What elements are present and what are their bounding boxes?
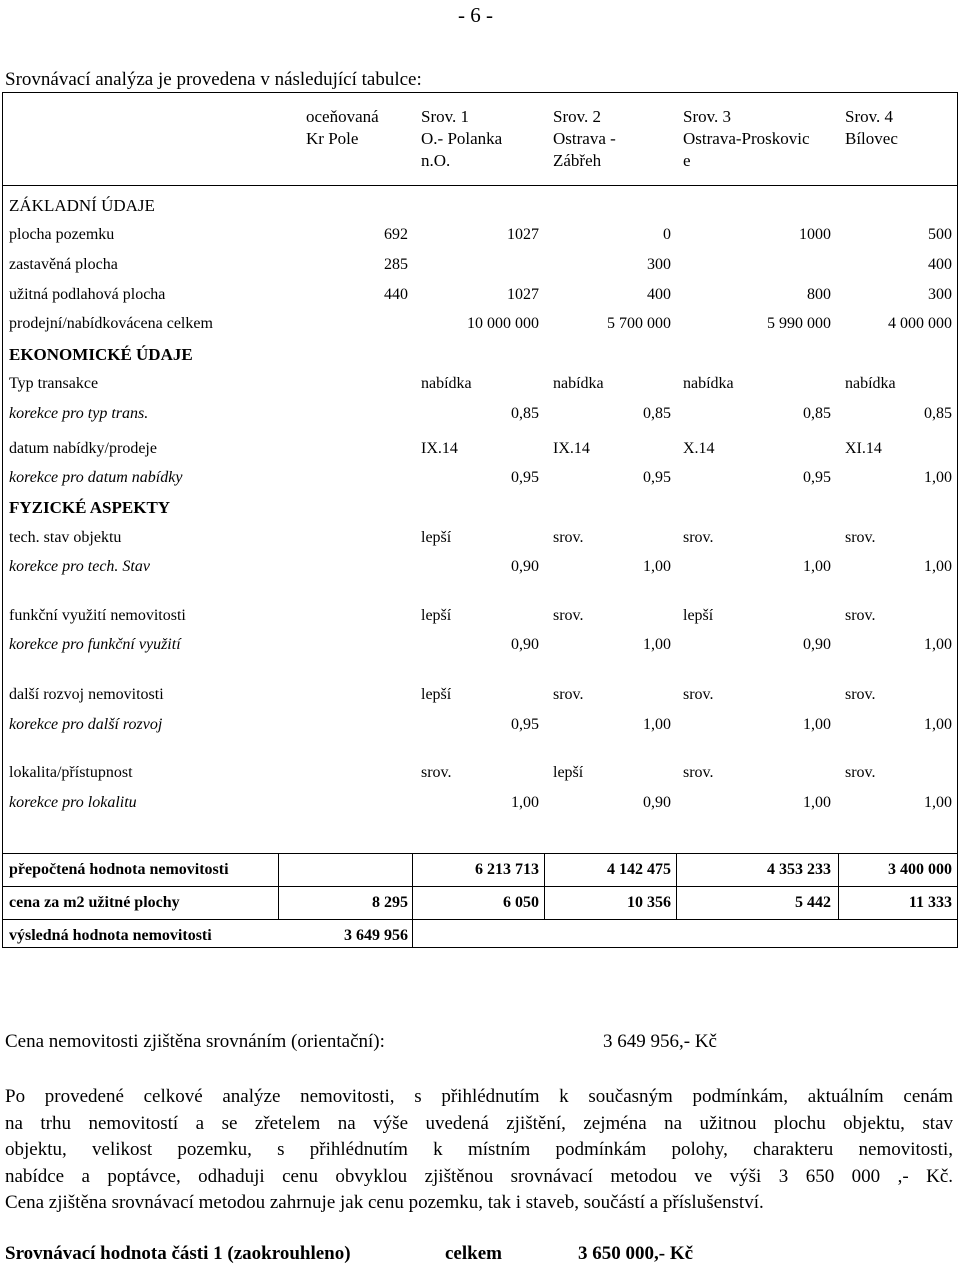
cell-value: 692 — [384, 226, 408, 243]
column-header-srov-1: Srov. 1 O.- Polanka n.O. — [421, 107, 503, 170]
cell-value: 4 000 000 — [888, 315, 952, 332]
row-label-offer-date: datum nabídky/prodeje — [9, 440, 157, 457]
summary-col-line — [676, 853, 677, 919]
column-header-srov-2: Srov. 2 Ostrava - Zábřeh — [553, 107, 616, 170]
cell-value: 1,00 — [924, 794, 952, 811]
section-basic-data: ZÁKLADNÍ ÚDAJE — [9, 196, 155, 215]
cell-value: 6 050 — [503, 894, 539, 911]
paragraph-line: objektu, velikost pozemku, s přihlédnutím k místním podmínkám polohy, charakteru nemovitosti, — [5, 1139, 953, 1160]
cell-value: 440 — [384, 286, 408, 303]
cell-value: srov. — [683, 686, 714, 703]
table-left-border — [2, 92, 3, 948]
cell-value: 1,00 — [643, 636, 671, 653]
cell-value: srov. — [683, 764, 714, 781]
paragraph-line: Po provedené celkové analýze nemovitosti, s přihlédnutím k současným podmínkám, aktuálním cenám — [5, 1086, 953, 1107]
row-label-usable-area: užitná podlahová plocha — [9, 286, 166, 303]
row-label-land-area: plocha pozemku — [9, 226, 115, 243]
cell-value: srov. — [845, 607, 876, 624]
cell-value: 6 213 713 — [475, 861, 539, 878]
cell-value: nabídka — [553, 375, 604, 392]
conclusion-paragraph — [5, 1084, 953, 1217]
row-label-built-area: zastavěná plocha — [9, 256, 118, 273]
cell-value: nabídka — [845, 375, 896, 392]
cell-value: 0,95 — [511, 716, 539, 733]
row-label-transaction-type: Typ transakce — [9, 375, 99, 392]
column-header-srov-3: Srov. 3 Ostrava-Proskovic e — [683, 107, 810, 170]
row-label-tech-state: tech. stav objektu — [9, 529, 122, 546]
cell-value: 1,00 — [803, 558, 831, 575]
cell-value: 800 — [807, 286, 831, 303]
summary-col-line — [544, 853, 545, 919]
summary-line — [2, 886, 958, 887]
cell-value: lepší — [421, 607, 452, 624]
final-value: 3 650 000,- Kč — [578, 1243, 694, 1264]
cell-value: 5 442 — [795, 894, 831, 911]
row-label-price-per-m2: cena za m2 užitné plochy — [9, 894, 180, 911]
cell-value: 1,00 — [803, 716, 831, 733]
row-label-location: lokalita/přístupnost — [9, 764, 133, 781]
cell-value: 0,90 — [511, 558, 539, 575]
cell-value: 1000 — [799, 226, 831, 243]
row-label-correction-location: korekce pro lokalitu — [9, 794, 137, 811]
cell-value: 0,95 — [803, 469, 831, 486]
cell-value: srov. — [845, 686, 876, 703]
column-header-srov-4: Srov. 4 Bílovec — [845, 107, 898, 148]
cell-value: 1,00 — [924, 469, 952, 486]
section-physical-aspects: FYZICKÉ ASPEKTY — [9, 498, 171, 517]
result-label: Cena nemovitosti zjištěna srovnáním (orientační): — [5, 1031, 385, 1052]
cell-value: 1,00 — [924, 716, 952, 733]
cell-value: 1,00 — [924, 558, 952, 575]
cell-value: 400 — [647, 286, 671, 303]
cell-value: srov. — [683, 529, 714, 546]
cell-value: 0,95 — [511, 469, 539, 486]
paragraph-line: na trhu nemovitostí a se zřetelem na výše uvedená zjištění, zejména na užitnou plochu objektu, stav — [5, 1112, 953, 1134]
row-label-resulting-value: výsledná hodnota nemovitosti — [9, 927, 212, 944]
summary-col-line — [278, 853, 279, 919]
cell-value: lepší — [421, 529, 452, 546]
paragraph-line: nabídce a poptávce, odhaduji cenu obvyklou zjištěnou srovnávací metodou ve výši 3 650 000 ,- Kč. — [5, 1165, 953, 1187]
cell-value: 3 400 000 — [888, 861, 952, 878]
page-number: - 6 - — [458, 3, 493, 27]
row-label-development: další rozvoj nemovitosti — [9, 686, 164, 703]
cell-value: nabídka — [683, 375, 734, 392]
cell-value: nabídka — [421, 375, 472, 392]
cell-value: 8 295 — [372, 894, 408, 911]
cell-value: 0,85 — [803, 405, 831, 422]
cell-value: srov. — [421, 764, 452, 781]
cell-value: srov. — [553, 529, 584, 546]
final-total-word: celkem — [445, 1243, 502, 1264]
row-label-functional-use: funkční využití nemovitosti — [9, 607, 186, 624]
cell-value: srov. — [553, 607, 584, 624]
summary-col-line — [412, 853, 413, 948]
cell-value: 0,85 — [924, 405, 952, 422]
cell-value: 10 000 000 — [467, 315, 539, 332]
cell-value: lepší — [553, 764, 584, 781]
cell-value: 0,85 — [643, 405, 671, 422]
cell-value: 0,90 — [643, 794, 671, 811]
cell-value: 1,00 — [643, 716, 671, 733]
row-label-correction-date: korekce pro datum nabídky — [9, 469, 183, 486]
cell-value: 10 356 — [627, 894, 671, 911]
cell-value: 300 — [647, 256, 671, 273]
cell-value: 1,00 — [924, 636, 952, 653]
cell-value: 0,85 — [511, 405, 539, 422]
cell-value: 0,90 — [511, 636, 539, 653]
summary-line — [2, 853, 958, 854]
cell-value: 300 — [928, 286, 952, 303]
cell-value: 285 — [384, 256, 408, 273]
cell-value: 1027 — [507, 286, 539, 303]
cell-value: 400 — [928, 256, 952, 273]
cell-value: XI.14 — [845, 440, 882, 457]
result-value: 3 649 956,- Kč — [603, 1031, 717, 1052]
summary-line — [2, 919, 958, 920]
cell-value: 1027 — [507, 226, 539, 243]
row-label-recalculated-value: přepočtená hodnota nemovitosti — [9, 861, 229, 878]
row-label-sale-price: prodejní/nabídkovácena celkem — [9, 315, 213, 332]
header-bottom-border — [2, 185, 958, 186]
cell-value: srov. — [845, 764, 876, 781]
cell-value: 5 700 000 — [607, 315, 671, 332]
row-label-correction-tech: korekce pro tech. Stav — [9, 558, 150, 575]
paragraph-line: Cena zjištěna srovnávací metodou zahrnuje jak cenu pozemku, tak i staveb, součástí a příslušenství. — [5, 1192, 764, 1213]
cell-value: srov. — [845, 529, 876, 546]
cell-value: IX.14 — [421, 440, 458, 457]
section-economic-data: EKONOMICKÉ ÚDAJE — [9, 345, 193, 364]
cell-value: 1,00 — [643, 558, 671, 575]
intro-text: Srovnávací analýza je provedena v následující tabulce: — [5, 69, 422, 90]
row-label-correction-functional: korekce pro funkční využití — [9, 636, 181, 653]
table-bottom-border — [2, 947, 958, 948]
cell-value: 1,00 — [511, 794, 539, 811]
cell-value: 500 — [928, 226, 952, 243]
cell-value: X.14 — [683, 440, 715, 457]
cell-value: 4 142 475 — [607, 861, 671, 878]
resulting-value: 3 649 956 — [344, 927, 408, 944]
final-label: Srovnávací hodnota části 1 (zaokrouhleno) — [5, 1243, 351, 1264]
cell-value: lepší — [421, 686, 452, 703]
row-label-correction-development: korekce pro další rozvoj — [9, 716, 163, 733]
cell-value: 1,00 — [803, 794, 831, 811]
cell-value: 11 333 — [908, 894, 952, 911]
cell-value: 0,95 — [643, 469, 671, 486]
column-header-subject: oceňovaná Kr Pole — [306, 107, 379, 148]
cell-value: 5 990 000 — [767, 315, 831, 332]
cell-value: 0 — [663, 226, 671, 243]
row-label-correction-type: korekce pro typ trans. — [9, 405, 149, 422]
table-top-border — [2, 92, 958, 93]
cell-value: lepší — [683, 607, 714, 624]
table-right-border — [957, 92, 958, 948]
cell-value: 4 353 233 — [767, 861, 831, 878]
cell-value: srov. — [553, 686, 584, 703]
cell-value: IX.14 — [553, 440, 590, 457]
cell-value: 0,90 — [803, 636, 831, 653]
